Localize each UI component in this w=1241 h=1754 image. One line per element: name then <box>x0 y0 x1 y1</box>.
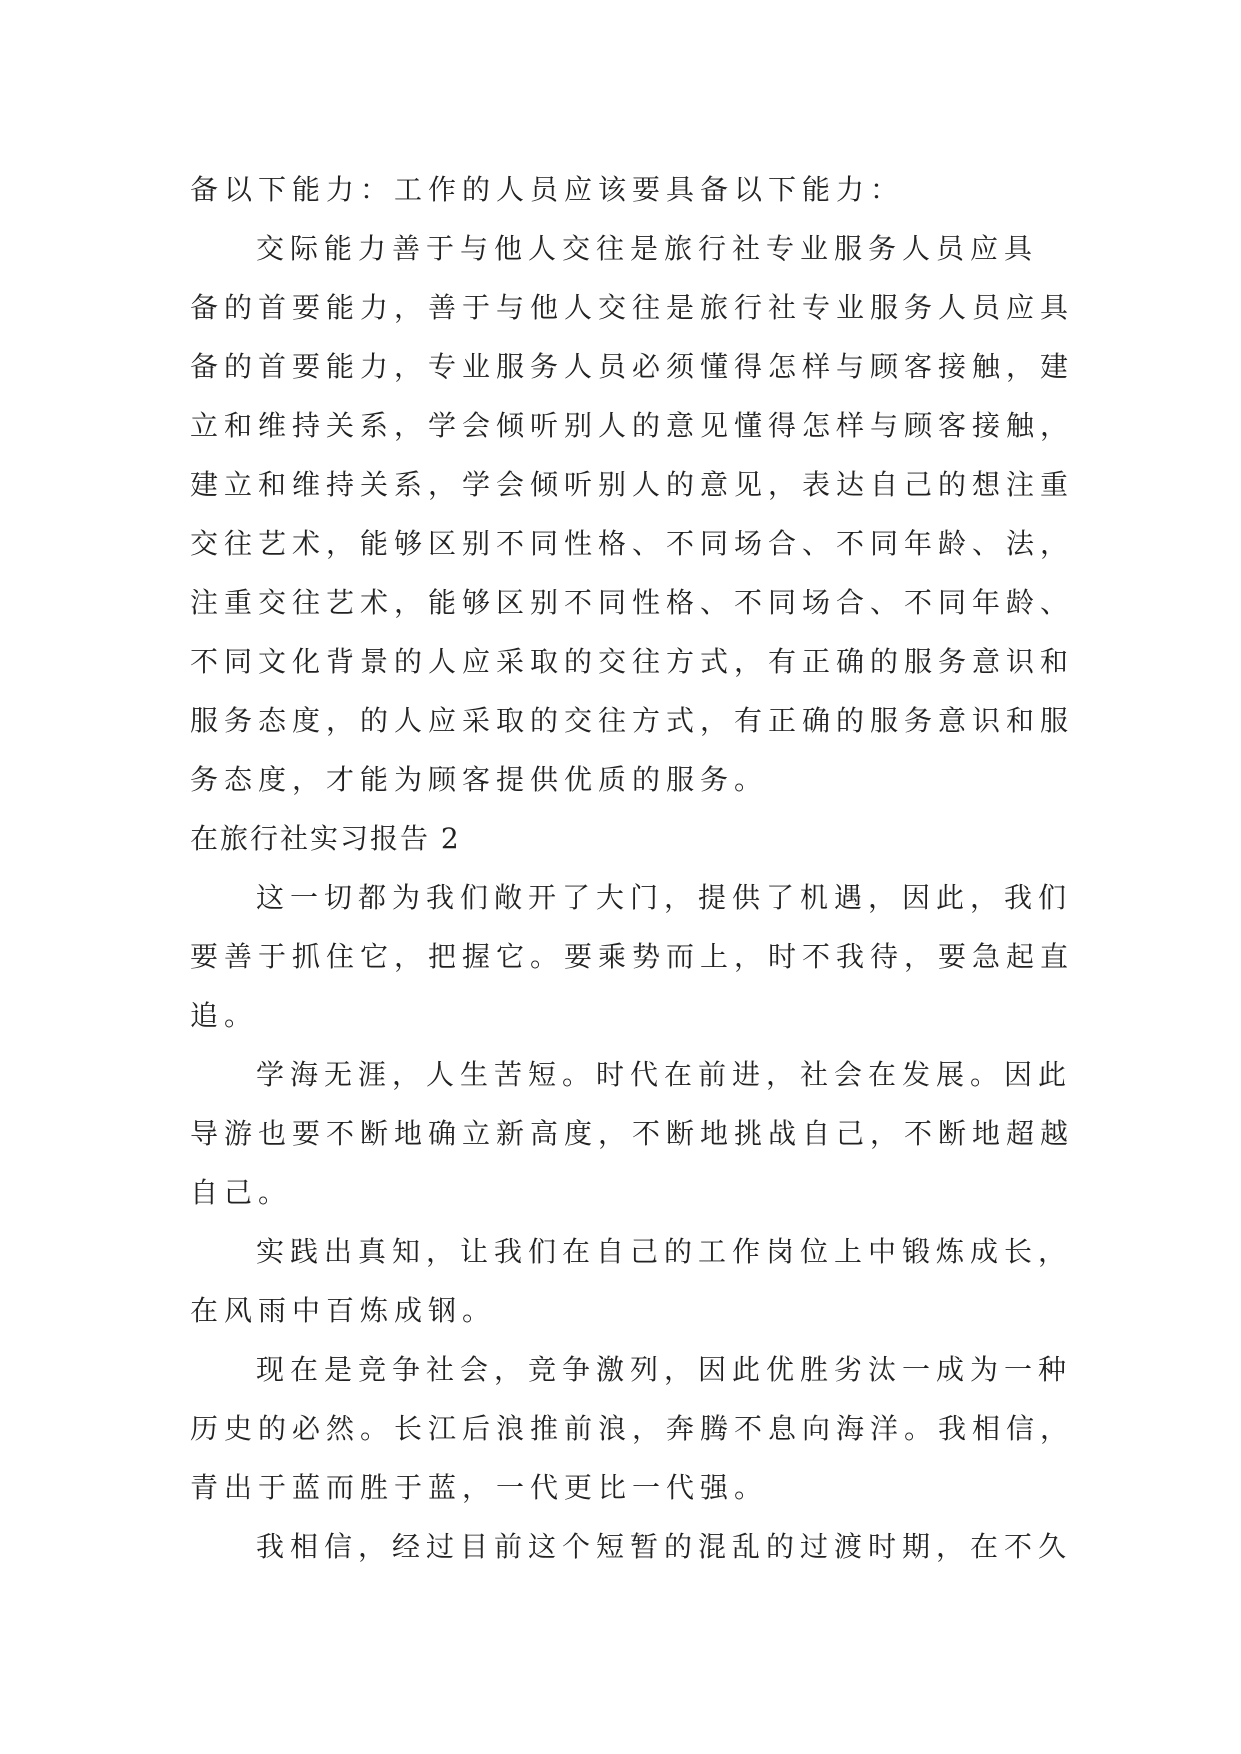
text-line: 历史的必然。长江后浪推前浪，奔腾不息向海洋。我相信， <box>190 1412 1075 1445</box>
text-line: 自己。 <box>190 1176 293 1209</box>
text-line: 建立和维持关系，学会倾听别人的意见，表达自己的想注重 <box>190 468 1075 501</box>
section-heading: 在旅行社实习报告 2 <box>190 822 461 855</box>
text-line: 立和维持关系，学会倾听别人的意见懂得怎样与顾客接触， <box>190 409 1075 442</box>
text-line: 导游也要不断地确立新高度，不断地挑战自己，不断地超越 <box>190 1117 1075 1150</box>
text-line: 现在是竞争社会，竞争激列，因此优胜劣汰一成为一种 <box>256 1353 1073 1386</box>
text-line: 要善于抓住它，把握它。要乘势而上，时不我待，要急起直 <box>190 940 1075 973</box>
text-line: 交际能力善于与他人交往是旅行社专业服务人员应具 <box>256 232 1039 265</box>
text-line: 我相信，经过目前这个短暂的混乱的过渡时期，在不久 <box>256 1530 1073 1563</box>
text-line: 学海无涯，人生苦短。时代在前进，社会在发展。因此 <box>256 1058 1073 1091</box>
text-line: 青出于蓝而胜于蓝，一代更比一代强。 <box>190 1471 769 1504</box>
text-line: 实践出真知，让我们在自己的工作岗位上中锻炼成长， <box>256 1235 1073 1268</box>
text-line: 服务态度，的人应采取的交往方式，有正确的服务意识和服 <box>190 704 1075 737</box>
text-line: 在风雨中百炼成钢。 <box>190 1294 497 1327</box>
text-line: 备的首要能力，专业服务人员必须懂得怎样与顾客接触，建 <box>190 350 1075 383</box>
text-line: 注重交往艺术，能够区别不同性格、不同场合、不同年龄、 <box>190 586 1075 619</box>
text-line: 备以下能力：工作的人员应该要具备以下能力： <box>190 173 905 206</box>
text-line: 不同文化背景的人应采取的交往方式，有正确的服务意识和 <box>190 645 1075 678</box>
text-line: 追。 <box>190 999 259 1032</box>
text-line: 备的首要能力，善于与他人交往是旅行社专业服务人员应具 <box>190 291 1075 324</box>
text-line: 这一切都为我们敞开了大门，提供了机遇，因此，我们 <box>256 881 1073 914</box>
document-body <box>190 160 1075 1576</box>
text-line: 务态度，才能为顾客提供优质的服务。 <box>190 763 769 796</box>
text-line: 交往艺术，能够区别不同性格、不同场合、不同年龄、法， <box>190 527 1075 560</box>
